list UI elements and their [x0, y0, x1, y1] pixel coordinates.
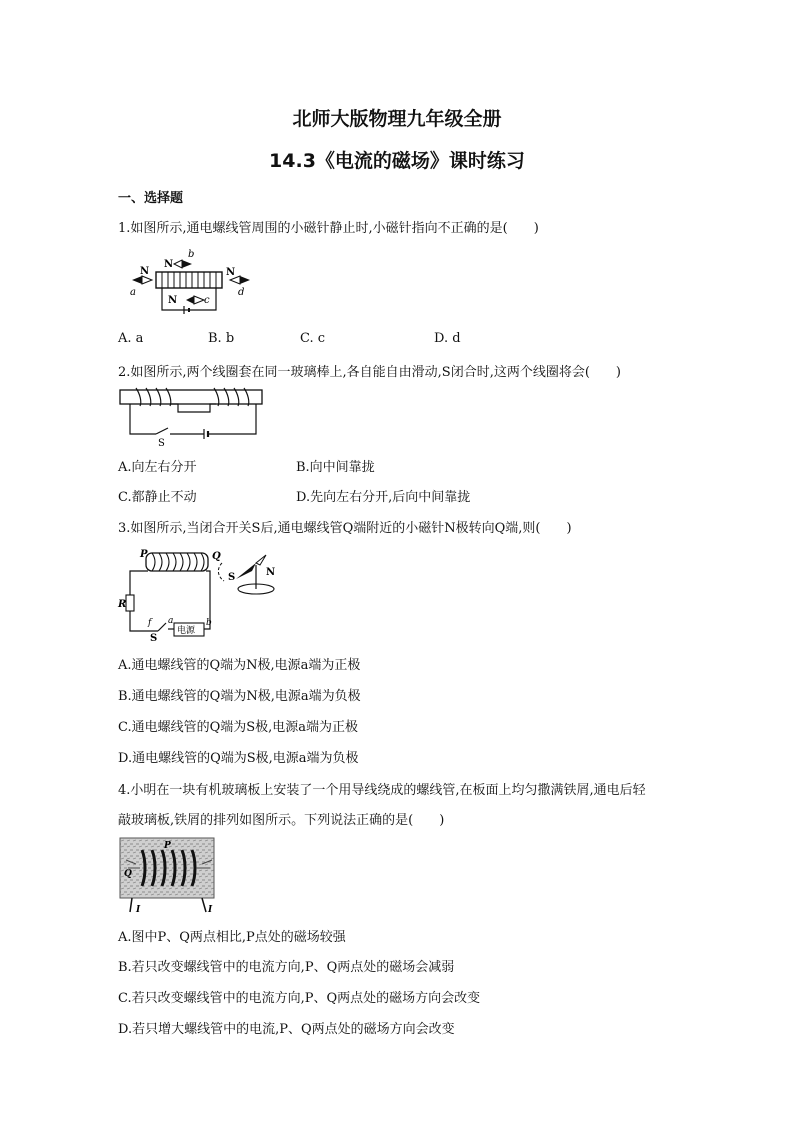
q1-label-b: b — [188, 249, 195, 260]
q1-label-n-top: N — [164, 259, 174, 270]
q3-label-r: R — [118, 599, 127, 610]
q3-label-s-needle: S — [228, 572, 236, 583]
q2-label-s: S — [158, 438, 165, 449]
page-subtitle: 14.3《电流的磁场》课时练习 — [269, 150, 525, 172]
q3-option-b: B.通电螺线管的Q端为N极,电源a端为负极 — [118, 689, 361, 704]
q3-label-q: Q — [212, 551, 221, 562]
q3-label-n-needle: N — [266, 567, 276, 578]
question-1-stem: 1.如图所示,通电螺线管周围的小磁针静止时,小磁针指向不正确的是( ) — [118, 221, 539, 236]
section-heading: 一、选择题 — [118, 191, 184, 206]
q2-option-c: C.都静止不动 — [118, 490, 197, 505]
q1-figure — [118, 246, 268, 318]
q3-figure — [118, 545, 278, 644]
q1-label-n-right: N — [226, 267, 236, 278]
q1-label-n-inner: N — [168, 295, 178, 306]
question-3-stem: 3.如图所示,当闭合开关S后,通电螺线管Q端附近的小磁针N极转向Q端,则( ) — [118, 521, 572, 536]
q1-label-n-left: N — [140, 266, 150, 277]
q3-label-p: P — [140, 549, 148, 560]
q3-label-a: a — [168, 616, 174, 626]
q2-option-d: D.先向左右分开,后向中间靠拢 — [296, 490, 471, 505]
q1-label-d: d — [238, 287, 245, 298]
q4-label-q: Q — [124, 869, 132, 879]
q2-option-b: B.向中间靠拢 — [296, 460, 375, 475]
q1-label-c: c — [204, 295, 210, 306]
q4-label-p: P — [164, 841, 171, 851]
q4-label-i-right: I — [208, 905, 213, 915]
q1-option-a: A. a — [118, 331, 144, 346]
q1-label-a: a — [130, 287, 136, 298]
page-title: 北师大版物理九年级全册 — [292, 108, 502, 130]
q3-label-source: 电源 — [177, 626, 196, 636]
q4-option-d: D.若只增大螺线管中的电流,P、Q两点处的磁场方向会改变 — [118, 1022, 455, 1037]
q3-label-f: f — [148, 618, 152, 628]
question-4-stem-line-1: 4.小明在一块有机玻璃板上安装了一个用导线绕成的螺线管,在板面上均匀撒满铁屑,通电后轻 — [118, 783, 646, 798]
q2-figure — [118, 386, 268, 449]
q1-option-c: C. c — [300, 331, 326, 346]
q3-option-d: D.通电螺线管的Q端为S极,电源a端为负极 — [118, 751, 359, 766]
q4-figure — [118, 836, 218, 914]
q4-option-b: B.若只改变螺线管中的电流方向,P、Q两点处的磁场会减弱 — [118, 960, 455, 975]
q3-option-a: A.通电螺线管的Q端为N极,电源a端为正极 — [118, 658, 361, 673]
q3-label-s: S — [150, 633, 158, 644]
q2-option-a: A.向左右分开 — [118, 460, 197, 475]
q4-option-c: C.若只改变螺线管中的电流方向,P、Q两点处的磁场方向会改变 — [118, 991, 481, 1006]
q3-label-b: b — [206, 618, 212, 628]
q1-option-d: D. d — [434, 331, 461, 346]
question-2-stem: 2.如图所示,两个线圈套在同一玻璃棒上,各自能自由滑动,S闭合时,这两个线圈将会( ) — [118, 365, 621, 380]
q1-option-b: B. b — [208, 331, 235, 346]
q4-label-i-left: I — [136, 905, 141, 915]
question-4-stem-line-2: 敲玻璃板,铁屑的排列如图所示。下列说法正确的是( ) — [118, 813, 445, 828]
q3-option-c: C.通电螺线管的Q端为S极,电源a端为正极 — [118, 720, 359, 735]
q4-option-a: A.图中P、Q两点相比,P点处的磁场较强 — [118, 930, 346, 945]
